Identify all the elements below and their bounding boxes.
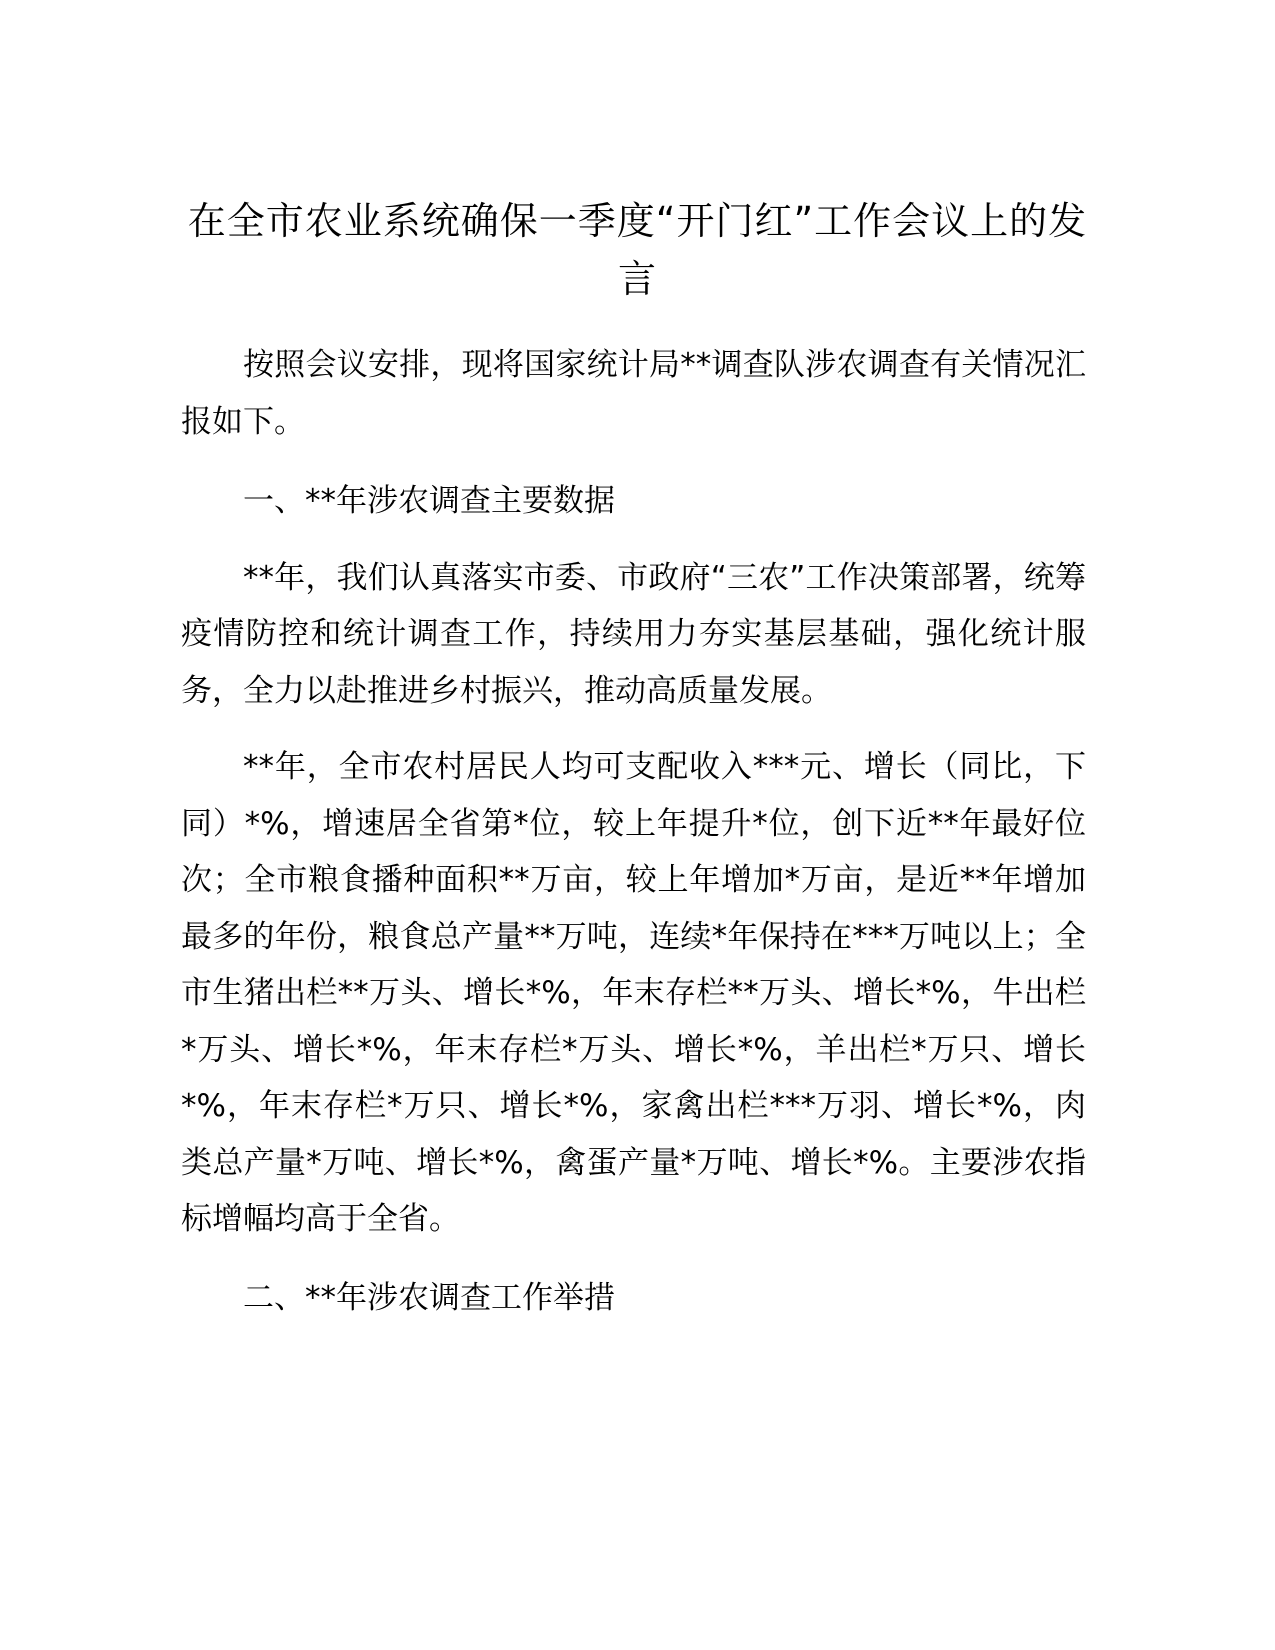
intro-paragraph: 按照会议安排，现将国家统计局**调查队涉农调查有关情况汇报如下。	[181, 347, 1086, 440]
paragraph-work-summary: **年，我们认真落实市委、市政府“三农”工作决策部署，统筹疫情防控和统计调查工作，持续用力夯实基层基础，强化统计服务，全力以赴推进乡村振兴，推动高质量发展。	[181, 559, 1086, 709]
document-body	[181, 337, 1086, 1326]
section-heading-2: 二、**年涉农调查工作举措	[243, 1279, 615, 1316]
paragraph-key-data: **年，全市农村居民人均可支配收入***元、增长（同比，下同）*%，增速居全省第*位，较上年提升*位，创下近**年最好位次；全市粮食播种面积**万亩，较上年增加*万亩，是近**年增加最多的年份，粮食总产量**万吨，连续*年保持在***万吨以上；全市生猪出栏**万头、增长*%，年末存栏**万头、增长*%，牛出栏*万头、增长*%，年末存栏*万头、增长*%，羊出栏*万只、增长*%，年末存栏*万只、增长*%，家禽出栏***万羽、增长*%，肉类总产量*万吨、增长*%，禽蛋产量*万吨、增长*%。主要涉农指标增幅均高于全省。	[181, 749, 1086, 1237]
document-title: 在全市农业系统确保一季度“开门红”工作会议上的发言	[187, 199, 1088, 301]
section-heading-1: 一、**年涉农调查主要数据	[243, 483, 615, 519]
